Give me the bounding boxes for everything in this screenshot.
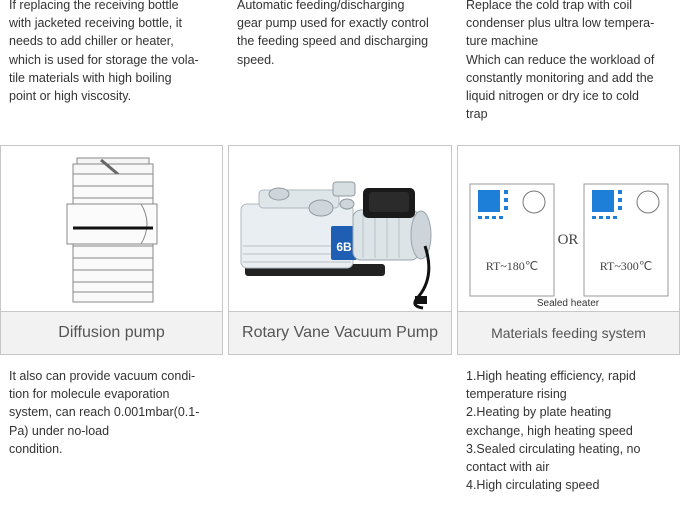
heating-features-list: 1.High heating efficiency, rapid temperature rising 2.Heating by plate heating exchange, high heating speed 3.Sealed circulating heating, no contact with air 4.High circulating speed — [466, 369, 641, 493]
sealed-heater-diagram — [458, 146, 679, 313]
rotary-vane-pump-photo — [229, 146, 451, 313]
materials-feeding-caption: Materials feeding system — [458, 311, 679, 354]
rotary-vane-pump-caption: Rotary Vane Vacuum Pump — [229, 311, 451, 354]
diffusion-pump-caption: Diffusion pump — [1, 311, 222, 354]
or-label: OR — [557, 232, 579, 248]
pump-model-badge: 6B — [336, 240, 352, 254]
gear-pump-description: Automatic feeding/discharging gear pump used for exactly control the feeding speed and discharging speed. — [237, 0, 429, 67]
heater-right-range: RT~300℃ — [599, 259, 653, 273]
rotary-vane-pump-panel — [228, 145, 452, 355]
diffusion-pump-description: It also can provide vacuum condi- tion for molecule evaporation system, can reach 0.001mbar(0.1- Pa) under no-load condition. — [9, 369, 200, 456]
heater-left-range: RT~180℃ — [485, 259, 539, 273]
receiving-bottle-description: If replacing the receiving bottle with jacketed receiving bottle, it needs to add chiller or heater, which is used for storage the vola- tile materials with high boiling point or high viscosity. — [9, 0, 199, 104]
sealed-heater-label: Sealed heater — [536, 298, 600, 309]
diffusion-pump-panel — [0, 145, 223, 355]
materials-feeding-panel — [457, 145, 680, 355]
cold-trap-description: Replace the cold trap with coil condenser plus ultra low tempera- ture machine Which can reduce the workload of constantly monitoring and add the liquid nitrogen or dry ice to cold trap — [466, 0, 655, 122]
diffusion-pump-drawing — [1, 146, 222, 313]
